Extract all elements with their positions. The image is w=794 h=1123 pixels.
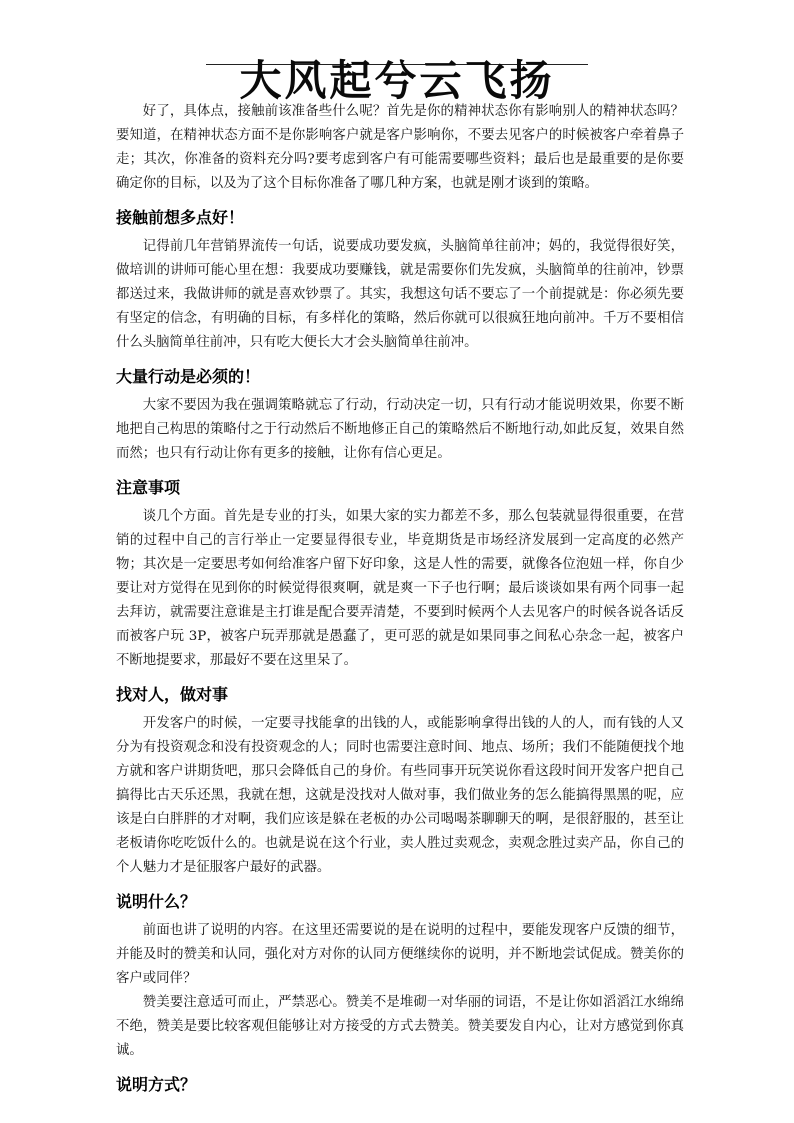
section-heading-action: 大量行动是必须的！ [116,367,261,386]
intro-paragraph: 好了，具体点，接触前该准备些什么呢？首先是你的精神状态你有影响别人的精神状态吗？要知道，在精神状态方面不是你影响客户就是客户影响你，不要去见客户的时候被客户牵着鼻子走；其次，你准备的资料充分吗?要考虑到客户有可能需要哪些资料；最后也是最重要的是你要确定你的目标，以及为了这个目标你准备了哪几种方案，也就是刚才谈到的策略。 [116,104,684,191]
section-paragraph: 赞美要注意适可而止，严禁恶心。赞美不是堆砌一对华丽的词语，不是让你如滔滔江水绵绵不绝，赞美是要比较客观但能够让对方接受的方式去赞美。赞美要发自内心，让对方感觉到你真诚。 [116,995,684,1058]
section-heading-explain-how: 说明方式？ [116,1075,197,1094]
section-paragraph: 开发客户的时候，一定要寻找能拿的出钱的人，或能影响拿得出钱的人的人，而有钱的人又分为有投资观念和没有投资观念的人；同时也需要注意时间、地点、场所；我们不能随便找个地方就和客户讲期货吧，那只会降低自己的身价。有些同事开玩笑说你看这段时间开发客户把自己搞得比古天乐还黑，我就在想，这就是没找对人做对事，我们做业务的怎么能搞得黑黑的呢，应该是白白胖胖的才对啊，我们应该是躲在老板的办公司喝喝茶聊聊天的啊，是很舒服的，甚至让老板请你吃吃饭什么的。也就是说在这个行业，卖人胜过卖观念，卖观念胜过卖产品，你自己的个人魅力才是征服客户最好的武器。 [116,716,684,875]
section-paragraph: 谈几个方面。首先是专业的打头，如果大家的实力都差不多，那么包装就显得很重要，在营销的过程中自己的言行举止一定要显得很专业，毕竟期货是市场经济发展到一定高度的必然产物；其次是一定要思考如何给准客户留下好印象，这是人性的需要，就像各位泡妞一样，你自少要让对方觉得在见到你的时候觉得很爽啊，就是爽一下子也行啊；最后谈谈如果有两个同事一起去拜访，就需要注意谁是主打谁是配合要弄清楚，不要到时候两个人去见客户的时候各说各话反而被客户玩 3P，被客户玩弄那就是愚蠢了，更可恶的就是如果同事之间私心杂念一起，被客户不断地提要求，那最好不要在这里呆了。 [116,509,684,668]
section-heading-notes: 注意事项 [116,478,181,497]
section-heading-explain-what: 说明什么？ [116,892,197,911]
document-body [116,100,684,1102]
section-paragraph: 前面也讲了说明的内容。在这里还需要说的是在说明的过程中，要能发现客户反馈的细节，并能及时的赞美和认同，强化对方对你的认同方便继续你的说明，并不断地尝试促成。赞美你的客户或同伴？ [116,923,684,986]
banner-title: 大风起兮云飞扬 [239,56,555,105]
section-heading-right-people: 找对人，做对事 [116,685,229,704]
section-paragraph: 记得前几年营销界流传一句话，说要成功要发疯，头脑简单往前冲；妈的，我觉得很好笑，做培训的讲师可能心里在想：我要成功要赚钱，就是需要你们先发疯，头脑简单的往前冲，钞票都送过来，我做讲师的就是喜欢钞票了。其实，我想这句话不要忘了一个前提就是：你必须先要有坚定的信念，有明确的目标，有多样化的策略，然后你就可以很疯狂地向前冲。千万不要相信什么头脑简单往前冲，只有吃大便长大才会头脑简单往前冲。 [116,239,684,350]
section-paragraph: 大家不要因为我在强调策略就忘了行动，行动决定一切，只有行动才能说明效果，你要不断地把自己构思的策略付之于行动然后不断地修正自己的策略然后不断地行动,如此反复，效果自然而然；也只有行动让你有更多的接触，让你有信心更足。 [116,398,684,461]
section-heading-preparation: 接触前想多点好！ [116,208,245,227]
